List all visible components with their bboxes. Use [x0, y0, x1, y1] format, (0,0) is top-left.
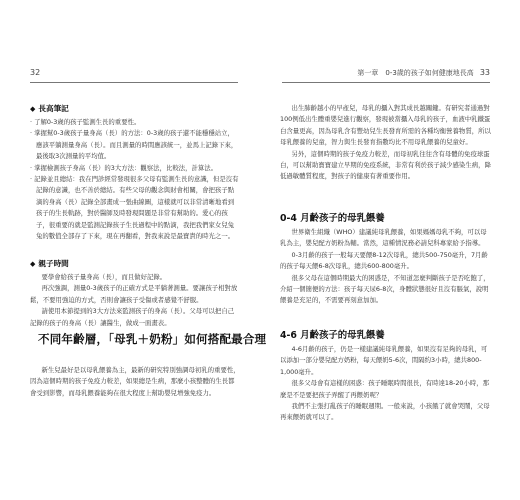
s2-paragraphs: [280, 344, 492, 424]
body-paragraph: 出生肺齡越小的早產兒，母乳的攝入對其成長越關鍵。有研究者通過對100例低出生體重嬰兒進行觀察，發現被當攝入母乳的孩子，血液中乳鐵蛋白含量更高，因為母乳含有豐幼兒生長發育所需的各種均衡營養物質，所以母乳餵養的兒童，智力與生長發育指數均比不用母乳餵養的兒童好。: [280, 104, 491, 147]
body-paragraph: 新生兒最好是以母乳餵養為主，最新的研究特別強調母初乳的重要性，因為這個時期的孩子免疫力較差，如果總是生病，那麼小孩整體的生長都會受到影響，而母乳餵養能夠在很大程度上幫助嬰兒增強免疫力。: [30, 366, 240, 397]
body-paragraph: 很多父母在這個時期最大的困惑是，不知道怎麼判斷孩子是否吃飽了，介紹一個簡便的方法：孩子每天尿6-8次，身體狀態很好且沒有脹氣，說明餵養是充足的，不需要再刻意加加。: [280, 273, 490, 305]
note-item: · 掌握檢測孩子身高（長）的3大方法：觀察法，比較法，計算法。: [30, 163, 218, 172]
section-paragraphs: [30, 365, 240, 399]
time-heading-text: 親子時間: [38, 259, 69, 268]
intro-paragraphs: [280, 103, 492, 183]
section-title: 不同年齡層，「母乳＋奶粉」如何搭配最合理: [38, 332, 267, 346]
right-header-rule: [282, 82, 490, 83]
notes-heading-text: 長高筆記: [38, 104, 69, 113]
time-heading: [30, 258, 69, 269]
note-item: · 掌握幫0-3歲孩子量身高（長）的方法：0-3歲的孩子還不能穩穩站立，應該平躺測量身高（長）。而且測量的時間應該統一，並馬上記錄下來，最後取3次測量的平均值。: [30, 129, 238, 161]
body-paragraph: 請使用本節提到的3大方法來監測孩子的身高（長）。父母可以把自己記錄的孩子的身高（長）讓醫生，做成一面畫表。: [30, 307, 235, 327]
body-paragraph: 再次強調，測量0-3歲孩子的正確方式是平躺著測量。要讓孩子相對放鬆，不要用強迫的方式，否則會讓孩子受傷或者感覺不舒服。: [30, 284, 238, 304]
body-paragraph: 世界衛生組織（WHO）建議純母乳餵養，如果媽媽母乳不夠，可以母乳為主，嬰兒配方奶粉為輔。當然，這種情況務必請兒科專家給予指導。: [280, 228, 487, 248]
body-paragraph: 4-6月齡的孩子，仍是一樣建議純母乳餵養，如果沒有足夠的母乳，可以添加一部分嬰兒配方奶粉，每天餵奶5-6次，間隔約3小時，總共800-1,000毫升。: [280, 345, 488, 376]
body-paragraph: 我們不主張打亂孩子的睡眠週期。一般來說，小孩餓了就會哭鬧，父母再來餵奶就可以了。: [280, 402, 490, 422]
diamond-bullet-icon: ◆: [30, 260, 36, 268]
subsection-title-4-6: 4-6 月齡孩子的母乳餵養: [280, 330, 385, 341]
diamond-bullet-icon: ◆: [30, 105, 36, 113]
body-paragraph: 0-3月齡的孩子一般每天要餵8-12次母乳，總共500-750毫升，7月齡的孩子每天餵6-8次母乳，總共600-800毫升。: [280, 250, 488, 271]
chapter-title: 第一章 0-3歲的孩子如何健康地長高: [357, 69, 474, 77]
notes-list: [30, 117, 240, 242]
s1-paragraphs: [280, 227, 492, 307]
body-paragraph: 要學會給孩子量身高（長），而且做好記錄。: [41, 273, 167, 281]
chapter-header: [357, 68, 490, 78]
notes-heading: [30, 103, 69, 114]
body-paragraph: 另外，這個時期的孩子免疫力較差，而母初乳往往含有母體的免疫球蛋白，可以幫助寶寶建立早期的免疫系統，非常有利於孩子減少感染生病，降低過敏體質程度，對孩子的健康有著重要作用。: [280, 149, 491, 181]
note-item: · 記錄並且總結：我在門診經常發現很多父母有監測生長的意識，但是沒有記錄的意識，也不善於總結。有些父母的觀念與財會相關，會把孩子點滴的身高（長）記錄全部畫成一張曲線圖，這樣就可以非常清晰地看到孩子的生長軌跡，對於醫師及時發現問題是非常有幫助的。愛心的孩子，很重要的就是監測記錄孩子生長過程中的點滴，我把我們家女兒兔兔的數值全部存了下來，現在再翻看，對我來說是最寶貴的時光之一。: [30, 175, 239, 241]
right-page: [262, 0, 520, 500]
left-page-number: 32: [30, 68, 41, 77]
left-header-rule: [30, 82, 238, 83]
right-page-number: 33: [479, 68, 490, 77]
note-item: · 了解0-3歲的孩子監測生長的重要性。: [30, 118, 141, 126]
subsection-title-0-4: 0-4 月齡孩子的母乳餵養: [280, 213, 385, 224]
body-paragraph: 很多父母會有這樣的困惑：孩子睡眠時間很長，有時達18-20小時，那麼是不是要把孩子弄醒了再餵奶呢？: [280, 379, 490, 399]
time-paragraphs: [30, 272, 240, 329]
